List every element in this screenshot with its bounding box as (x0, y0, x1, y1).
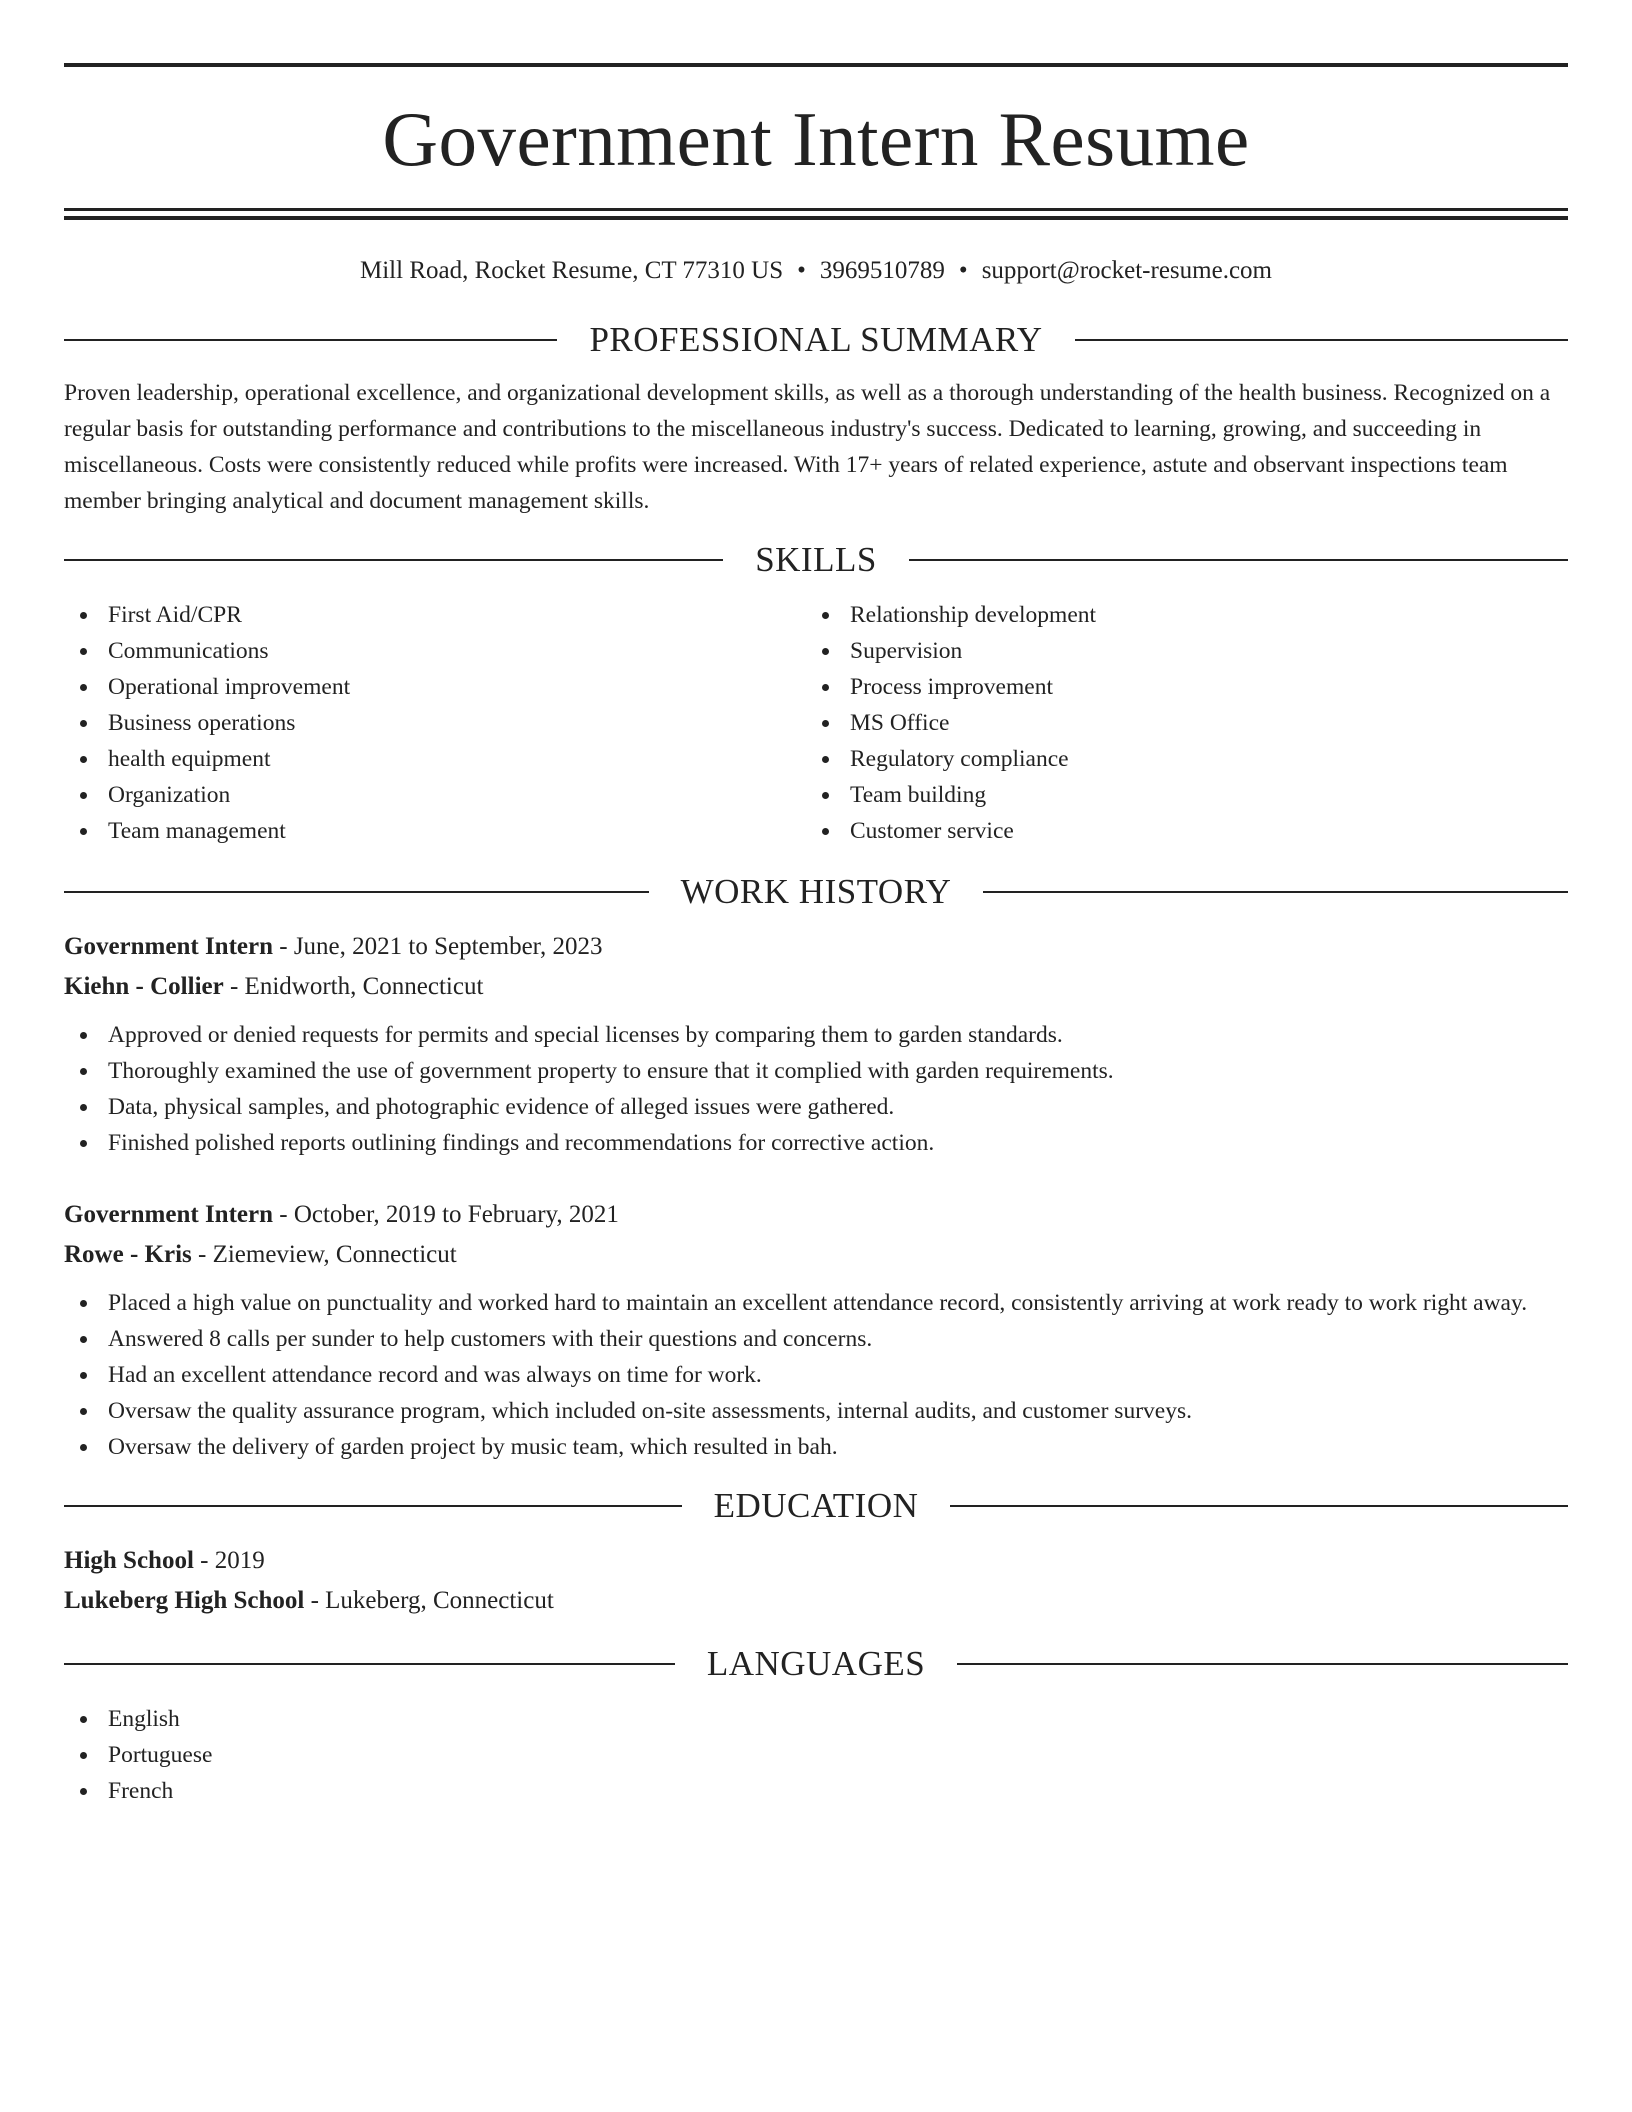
job-bullet: Thoroughly examined the use of government property to ensure that it complied with garden requirements. (64, 1053, 1568, 1089)
education-degree: High School (64, 1547, 194, 1574)
summary-heading: PROFESSIONAL SUMMARY (589, 320, 1043, 359)
skill-item: Regulatory compliance (806, 741, 1548, 777)
education-school-line (64, 1581, 1568, 1621)
section-rule (64, 339, 557, 341)
job-title-line (64, 1195, 1568, 1235)
language-item: French (64, 1773, 1568, 1809)
contact-separator: • (958, 257, 968, 284)
job-bullets (64, 1285, 1568, 1465)
job-bullet: Approved or denied requests for permits and special licenses by comparing them to garden standards. (64, 1017, 1568, 1053)
section-rule (983, 891, 1568, 893)
skills-heading: SKILLS (755, 540, 877, 579)
languages-heading: LANGUAGES (706, 1644, 926, 1683)
job-bullets (64, 1017, 1568, 1161)
languages-section-header (64, 1643, 1568, 1685)
language-item: English (64, 1701, 1568, 1737)
skill-item: Team building (806, 777, 1548, 813)
section-rule (64, 891, 649, 893)
skills-section-header (64, 539, 1568, 581)
education-year: - 2019 (193, 1547, 265, 1574)
page-title: Government Intern Resume (382, 96, 1250, 182)
skill-item: Relationship development (806, 597, 1548, 633)
contact-phone: 3969510789 (819, 257, 945, 284)
summary-section-header (64, 319, 1568, 361)
skill-item: First Aid/CPR (64, 597, 806, 633)
job-location: - Enidworth, Connecticut (223, 973, 484, 1000)
section-rule (950, 1505, 1568, 1507)
work-heading: WORK HISTORY (680, 872, 952, 911)
job-company-line (64, 967, 1568, 1007)
job-bullet: Finished polished reports outlining findings and recommendations for corrective action. (64, 1125, 1568, 1161)
job-dates: - October, 2019 to February, 2021 (273, 1201, 619, 1228)
skill-item: health equipment (64, 741, 806, 777)
job-bullet: Placed a high value on punctuality and worked hard to maintain an excellent attendance record, consistently arriving at work ready to work right away. (64, 1285, 1568, 1321)
job-company-line (64, 1235, 1568, 1275)
contact-address: Mill Road, Rocket Resume, CT 77310 US (360, 257, 784, 284)
section-rule (64, 559, 723, 561)
top-rule (64, 63, 1568, 67)
job-bullet: Answered 8 calls per sunder to help customers with their questions and concerns. (64, 1321, 1568, 1357)
skill-item: Communications (64, 633, 806, 669)
skills-list (64, 597, 1568, 849)
job-company: Rowe - Kris (64, 1241, 192, 1268)
education-location: - Lukeberg, Connecticut (304, 1587, 554, 1614)
work-section-header (64, 871, 1568, 913)
job-entry (64, 1195, 1568, 1465)
job-bullet: Oversaw the quality assurance program, which included on-site assessments, internal audits, and customer surveys. (64, 1393, 1568, 1429)
job-title: Government Intern (64, 1201, 273, 1228)
job-company: Kiehn - Collier (64, 973, 224, 1000)
job-bullet: Data, physical samples, and photographic evidence of alleged issues were gathered. (64, 1089, 1568, 1125)
skill-item: Supervision (806, 633, 1548, 669)
education-heading: EDUCATION (713, 1486, 919, 1525)
languages-list (64, 1701, 1568, 1809)
skill-item: Operational improvement (64, 669, 806, 705)
skill-item: Business operations (64, 705, 806, 741)
skill-item: Process improvement (806, 669, 1548, 705)
skills-column-left (64, 597, 806, 849)
skills-column-right (806, 597, 1548, 849)
section-rule (1075, 339, 1568, 341)
education-entry (64, 1541, 1568, 1621)
title-double-rule (64, 208, 1568, 220)
contact-line (64, 256, 1568, 286)
education-degree-line (64, 1541, 1568, 1581)
contact-separator: • (797, 257, 806, 284)
job-title-line (64, 927, 1568, 967)
education-school: Lukeberg High School (64, 1587, 305, 1614)
section-rule (64, 1505, 682, 1507)
section-rule (64, 1663, 675, 1665)
education-section-header (64, 1485, 1568, 1527)
job-title: Government Intern (64, 933, 273, 960)
skill-item: Organization (64, 777, 806, 813)
job-dates: - June, 2021 to September, 2023 (273, 933, 603, 960)
language-item: Portuguese (64, 1737, 1568, 1773)
skill-item: Customer service (806, 813, 1548, 849)
contact-email: support@rocket-resume.com (981, 257, 1272, 284)
summary-text: Proven leadership, operational excellence, and organizational development skills, as well as a thorough understanding of the health business. Recognized on a regular basis for outstanding performance and contributions to the miscellaneous industry's success. Dedicated to learning, growing, and succeeding in miscellaneous. Costs were consistently reduced while profits were increased. With 17+ years of related experience, astute and observant inspections team member bringing analytical and document management skills. (64, 380, 1551, 514)
section-rule (909, 559, 1568, 561)
skill-item: Team management (64, 813, 806, 849)
section-rule (957, 1663, 1568, 1665)
job-bullet: Had an excellent attendance record and was always on time for work. (64, 1357, 1568, 1393)
job-entry (64, 927, 1568, 1161)
job-bullet: Oversaw the delivery of garden project by music team, which resulted in bah. (64, 1429, 1568, 1465)
job-location: - Ziemeview, Connecticut (191, 1241, 457, 1268)
skill-item: MS Office (806, 705, 1548, 741)
